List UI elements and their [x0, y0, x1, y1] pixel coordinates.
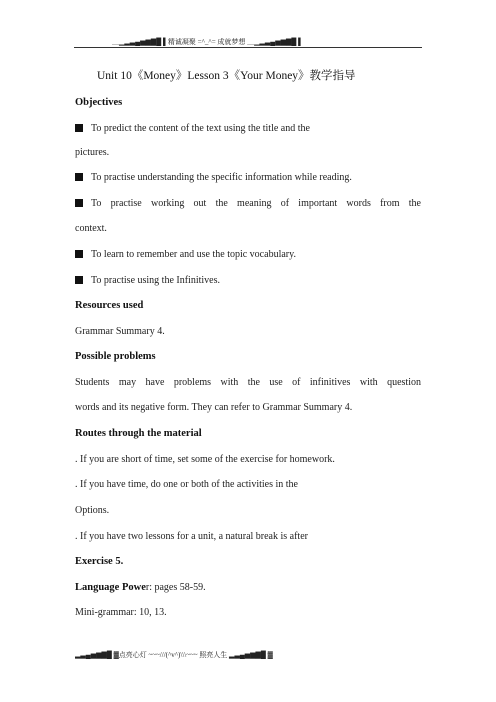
page-footer: ▂▃▄▅▆▇█ ▓点亮心灯 ~~~///(^v^)\\\~~~ 照亮人生 ▂▃▄▅▆▇█ ▓: [75, 651, 273, 659]
square-bullet-icon: [75, 173, 83, 181]
objectives-heading: Objectives: [75, 97, 123, 108]
language-power-pages: r: pages 58-59.: [145, 582, 206, 593]
header-rule: [74, 47, 422, 48]
objective-item-3-cont: context.: [75, 223, 107, 234]
objective-item-1: [75, 122, 421, 135]
square-bullet-icon: [75, 250, 83, 258]
square-bullet-icon: [75, 199, 83, 207]
objective-item-4: [75, 248, 421, 261]
page-header: ＿▁▂▃▄▅▆▇█ ▌精诚凝聚 =^_^= 成就梦想 ＿▁▂▃▄▅▆▇█ ▌: [112, 38, 304, 46]
objective-item-3: [75, 197, 421, 210]
document-title: Unit 10《Money》Lesson 3《Your Money》教学指导: [97, 70, 356, 82]
objective-text: To practise understanding the specific information while reading.: [91, 172, 352, 183]
resources-text: Grammar Summary 4.: [75, 326, 165, 337]
objective-text: To learn to remember and use the topic vocabulary.: [91, 249, 296, 260]
objective-item-1-cont: pictures.: [75, 147, 110, 158]
objective-text: To practise using the Infinitives.: [91, 275, 220, 286]
routes-line-4: . If you have two lessons for a unit, a natural break is after: [75, 531, 308, 542]
square-bullet-icon: [75, 276, 83, 284]
routes-line-1: . If you are short of time, set some of the exercise for homework.: [75, 454, 335, 465]
language-power-line: [75, 581, 421, 594]
problems-text-line-1: Students may have problems with the use of infinitives with question: [75, 377, 421, 388]
objective-text: To practise working out the meaning of important words from the: [91, 198, 421, 209]
objective-item-2: [75, 171, 421, 184]
routes-heading: Routes through the material: [75, 428, 202, 439]
objective-item-5: [75, 274, 421, 287]
mini-grammar-line: Mini-grammar: 10, 13.: [75, 607, 167, 618]
language-power-label: Language Powe: [75, 582, 146, 593]
routes-line-3: Options.: [75, 505, 110, 516]
routes-line-5: Exercise 5.: [75, 556, 124, 567]
problems-heading: Possible problems: [75, 351, 156, 362]
problems-text-line-2: words and its negative form. They can refer to Grammar Summary 4.: [75, 402, 353, 413]
routes-line-2: . If you have time, do one or both of the activities in the: [75, 479, 298, 490]
objective-text: To predict the content of the text using the title and the: [91, 123, 310, 134]
square-bullet-icon: [75, 124, 83, 132]
resources-heading: Resources used: [75, 300, 144, 311]
